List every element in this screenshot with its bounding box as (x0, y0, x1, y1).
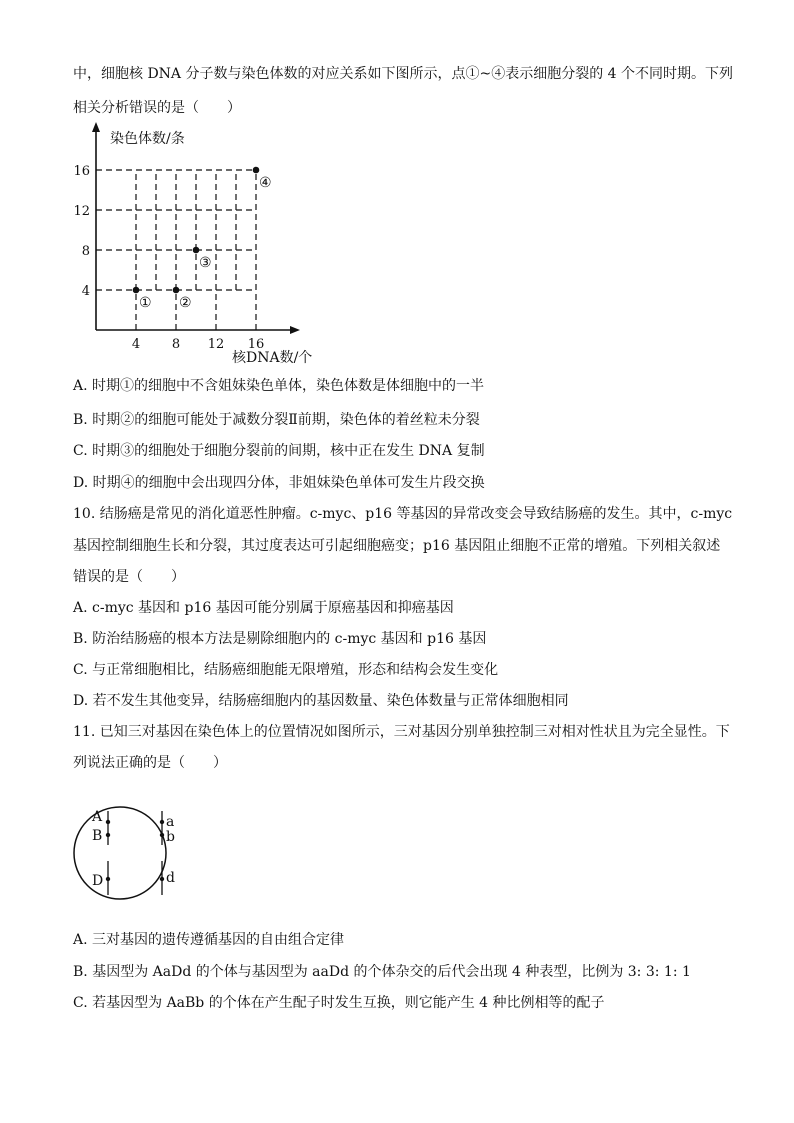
point-label-2: ② (179, 295, 192, 311)
data-point-1 (133, 287, 140, 294)
label-D: D (92, 873, 104, 889)
point-label-1: ① (139, 295, 152, 311)
data-point-3 (193, 247, 200, 254)
q9-stem-line-2: 相关分析错误的是（ ） (73, 100, 241, 116)
q10-stem-line-3: 错误的是（ ） (73, 569, 185, 585)
point-label-4: ④ (259, 175, 272, 191)
locus-a (160, 820, 164, 824)
label-b: b (166, 829, 175, 845)
locus-d (160, 877, 164, 881)
x-axis-arrow (290, 326, 300, 334)
q11-chromosome-figure (70, 797, 175, 907)
q9-option-b: B. 时期②的细胞可能处于减数分裂Ⅱ前期，染色体的着丝粒未分裂 (73, 412, 480, 428)
cell-outline (74, 807, 166, 899)
data-points (133, 167, 272, 311)
y-tick-12: 12 (73, 204, 90, 219)
x-tick-8: 8 (171, 337, 181, 352)
locus-b (160, 833, 164, 837)
x-tick-12: 12 (207, 337, 225, 352)
point-label-3: ③ (199, 255, 212, 271)
label-B: B (92, 828, 103, 844)
data-point-4 (253, 167, 260, 174)
data-point-2 (173, 287, 180, 294)
label-A: A (92, 809, 103, 825)
q10-stem-line-1: 10. 结肠癌是常见的消化道恶性肿瘤。c-myc、p16 等基因的异常改变会导致结肠癌的发生。其中，c-myc (73, 506, 733, 522)
q10-option-b: B. 防治结肠癌的根本方法是剔除细胞内的 c-myc 基因和 p16 基因 (73, 631, 487, 647)
y-tick-4: 4 (81, 284, 90, 299)
grid-lines (96, 170, 256, 330)
y-axis-arrow (92, 122, 100, 132)
q11-stem-line-1: 11. 已知三对基因在染色体上的位置情况如图所示，三对基因分别单独控制三对相对性状且为完全显性。下 (73, 724, 730, 740)
q11-option-a: A. 三对基因的遗传遵循基因的自由组合定律 (73, 932, 345, 948)
label-a: a (166, 814, 175, 830)
q9-scatter-chart (60, 120, 350, 370)
chromosome-svg (70, 797, 175, 907)
y-tick-16: 16 (73, 164, 90, 179)
label-d: d (166, 870, 175, 886)
q10-option-c: C. 与正常细胞相比，结肠癌细胞能无限增殖，形态和结构会发生变化 (73, 662, 499, 678)
q11-option-b: B. 基因型为 AaDd 的个体与基因型为 aaDd 的个体杂交的后代会出现 4 种表型，比例为 3: 3: 1: 1 (73, 964, 691, 980)
q10-option-a: A. c-myc 基因和 p16 基因可能分别属于原癌基因和抑癌基因 (73, 600, 454, 616)
locus-B (106, 833, 110, 837)
y-tick-8: 8 (81, 244, 90, 259)
locus-D (106, 877, 110, 881)
q9-option-c: C. 时期③的细胞处于细胞分裂前的间期，核中正在发生 DNA 复制 (73, 443, 485, 459)
y-axis-label: 染色体数/条 (110, 131, 185, 147)
q11-option-c: C. 若基因型为 AaBb 的个体在产生配子时发生互换，则它能产生 4 种比例相等的配子 (73, 995, 605, 1011)
q9-stem-line-1: 中，细胞核 DNA 分子数与染色体数的对应关系如下图所示，点①~④表示细胞分裂的 4 个不同时期。下列 (73, 66, 734, 82)
q9-option-d: D. 时期④的细胞中会出现四分体，非姐妹染色单体可发生片段交换 (73, 475, 485, 491)
locus-A (106, 820, 110, 824)
q11-stem-line-2: 列说法正确的是（ ） (73, 755, 227, 771)
q10-option-d: D. 若不发生其他变异，结肠癌细胞内的基因数量、染色体数量与正常体细胞相同 (73, 693, 569, 709)
x-tick-16: 16 (247, 337, 265, 352)
q9-option-a: A. 时期①的细胞中不含姐妹染色单体，染色体数是体细胞中的一半 (73, 378, 485, 394)
x-axis-label: 核DNA数/个 (232, 350, 313, 366)
x-tick-4: 4 (131, 337, 141, 352)
q10-stem-line-2: 基因控制细胞生长和分裂，其过度表达可引起细胞癌变；p16 基因阻止细胞不正常的增殖。下列相关叙述 (73, 538, 721, 554)
chart-svg (60, 120, 350, 370)
